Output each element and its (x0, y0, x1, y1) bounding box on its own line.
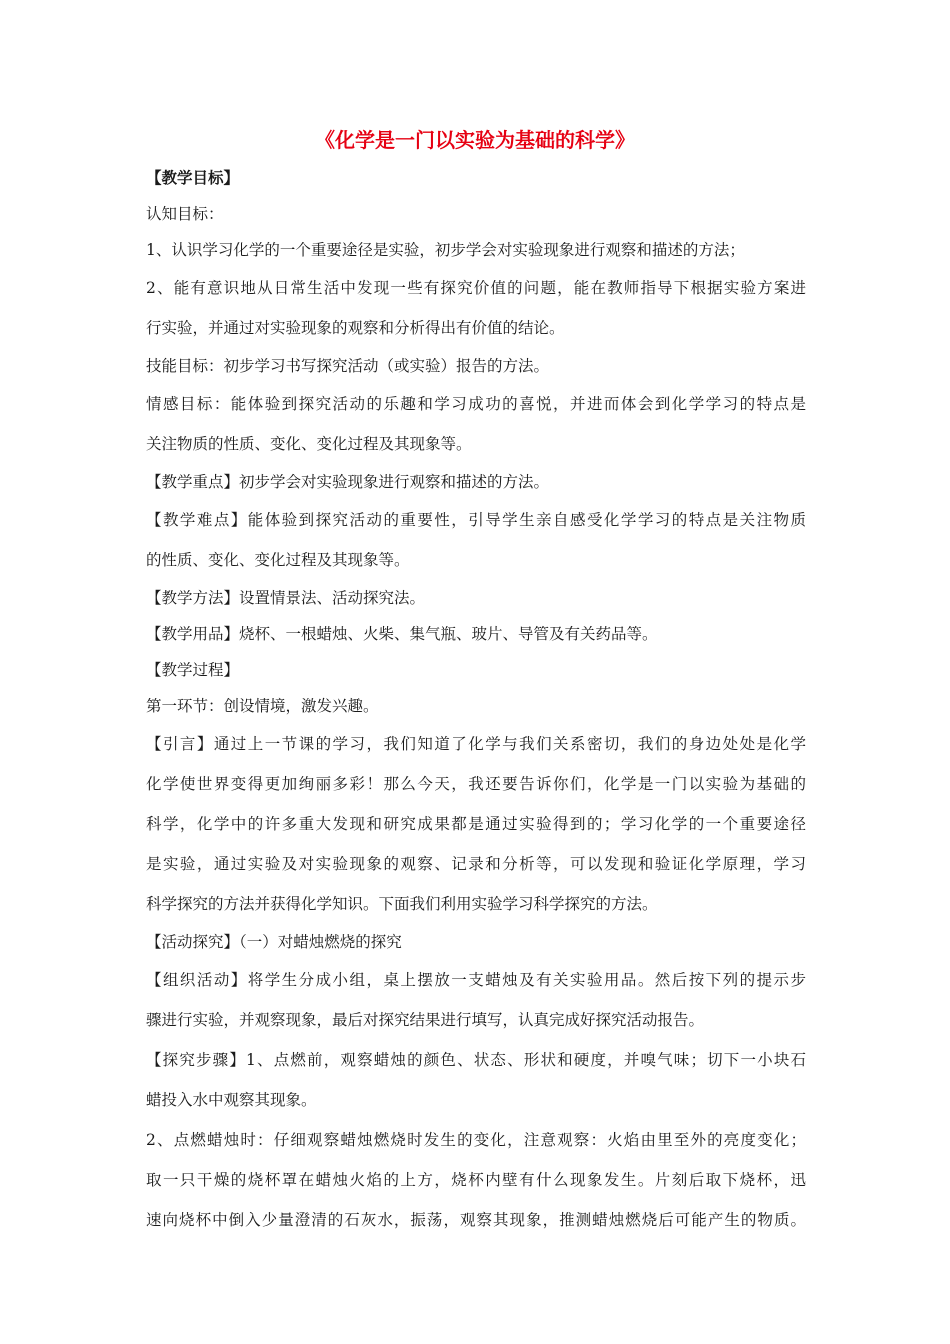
text-line: 【教学过程】 (146, 661, 240, 679)
text-line: 行实验，并通过对实验现象的观察和分析得出有价值的结论。 (146, 319, 565, 337)
text-line: 【引言】通过上一节课的学习，我们知道了化学与我们关系密切，我们的身边处处是化学 (146, 735, 806, 753)
text-line: 取一只干燥的烧杯罩在蜡烛火焰的上方，烧杯内壁有什么现象发生。片刻后取下烧杯，迅 (146, 1171, 806, 1189)
text-line: 【教学重点】初步学会对实验现象进行观察和描述的方法。 (146, 473, 550, 491)
text-line: 情感目标：能体验到探究活动的乐趣和学习成功的喜悦，并进而体会到化学学习的特点是 (146, 395, 806, 413)
text-line: 认知目标： (146, 205, 224, 223)
text-line: 科学探究的方法并获得化学知识。下面我们利用实验学习科学探究的方法。 (146, 895, 658, 913)
text-line: 化学使世界变得更加绚丽多彩！那么今天，我还要告诉你们，化学是一门以实验为基础的 (146, 775, 806, 793)
text-line: 第一环节：创设情境，激发兴趣。 (146, 697, 379, 715)
text-line: 【教学方法】设置情景法、活动探究法。 (146, 589, 426, 607)
text-line: 【活动探究】（一）对蜡烛燃烧的探究 (146, 933, 402, 951)
text-line: 技能目标：初步学习书写探究活动（或实验）报告的方法。 (146, 357, 550, 375)
heading-teaching-goals: 【教学目标】 (146, 168, 240, 187)
document-body (146, 160, 806, 1240)
text-line: 是实验，通过实验及对实验现象的观察、记录和分析等，可以发现和验证化学原理，学习 (146, 855, 806, 873)
text-line: 蜡投入水中观察其现象。 (146, 1091, 317, 1109)
text-line: 【探究步骤】1、点燃前，观察蜡烛的颜色、状态、形状和硬度，并嗅气味；切下一小块石 (146, 1051, 806, 1069)
text-line: 关注物质的性质、变化、变化过程及其现象等。 (146, 435, 472, 453)
text-line: 2、能有意识地从日常生活中发现一些有探究价值的问题，能在教师指导下根据实验方案进 (146, 279, 806, 297)
text-line: 【组织活动】将学生分成小组，桌上摆放一支蜡烛及有关实验用品。然后按下列的提示步 (146, 971, 806, 989)
text-line: 科学，化学中的许多重大发现和研究成果都是通过实验得到的；学习化学的一个重要途径 (146, 815, 806, 833)
text-line: 2、点燃蜡烛时：仔细观察蜡烛燃烧时发生的变化，注意观察：火焰由里至外的亮度变化； (146, 1131, 806, 1149)
text-line: 【教学难点】能体验到探究活动的重要性，引导学生亲自感受化学学习的特点是关注物质 (146, 511, 806, 529)
document-title: 《化学是一门以实验为基础的科学》 (315, 128, 635, 152)
text-line: 速向烧杯中倒入少量澄清的石灰水，振荡，观察其现象，推测蜡烛燃烧后可能产生的物质。 (146, 1211, 806, 1229)
text-line: 的性质、变化、变化过程及其现象等。 (146, 551, 410, 569)
text-line: 【教学用品】烧杯、一根蜡烛、火柴、集气瓶、玻片、导管及有关药品等。 (146, 625, 658, 643)
text-line: 1、认识学习化学的一个重要途径是实验，初步学会对实验现象进行观察和描述的方法； (146, 241, 745, 259)
text-line: 骤进行实验，并观察现象，最后对探究结果进行填写，认真完成好探究活动报告。 (146, 1011, 705, 1029)
